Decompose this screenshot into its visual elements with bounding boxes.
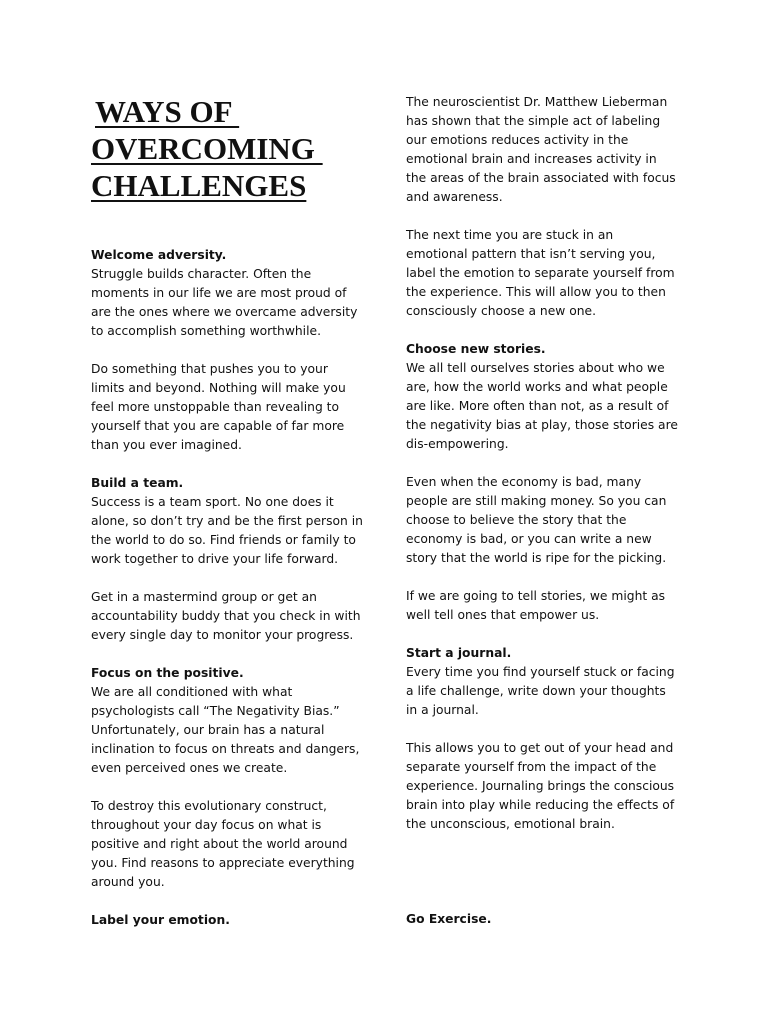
paragraph: Do something that pushes you to your limits and beyond. Nothing will make you feel more unstoppable than revealing to yourself that you are capable of far more than you ever imagined.	[91, 362, 346, 452]
title-line-1: WAYS OF	[95, 94, 240, 129]
paragraph: Even when the economy is bad, many people are still making money. So you can choose to believe the story that the economy is bad, or you can write a new story that the world is ripe for the picking.	[406, 475, 667, 565]
heading-start-a-journal: Start a journal.	[406, 646, 512, 660]
heading-go-exercise: Go Exercise.	[406, 912, 492, 926]
paragraph: The neuroscientist Dr. Matthew Lieberman has shown that the simple act of labeling our emotions reduces activity in the emotional brain and increases activity in the areas of the brain associated with focus and awareness.	[406, 95, 676, 204]
title-line-3: CHALLENGES	[91, 168, 307, 203]
paragraph: Success is a team sport. No one does it alone, so don’t try and be the first person in the world to do so. Find friends or family to work together to drive your life forward.	[91, 495, 363, 566]
heading-build-a-team: Build a team.	[91, 476, 184, 490]
heading-choose-new-stories: Choose new stories.	[406, 342, 546, 356]
paragraph: We are all conditioned with what psychologists call “The Negativity Bias.” Unfortunately, our brain has a natural inclination to focus on threats and dangers, even perceived ones we create.	[91, 685, 360, 775]
title-line-2: OVERCOMING	[91, 131, 323, 166]
paragraph: This allows you to get out of your head and separate yourself from the impact of the experience. Journaling brings the conscious brain into play while reducing the effects of the unconscious, emotional brain.	[406, 741, 675, 831]
paragraph: Struggle builds character. Often the moments in our life we are most proud of are the ones where we overcame adversity to accomplish something worthwhile.	[91, 267, 358, 338]
paragraph: We all tell ourselves stories about who we are, how the world works and what people are like. More often than not, as a result of the negativity bias at play, those stories are dis-empowering.	[406, 361, 678, 451]
paragraph: If we are going to tell stories, we might as well tell ones that empower us.	[406, 589, 666, 622]
paragraph: Get in a mastermind group or get an accountability buddy that you check in with every single day to monitor your progress.	[91, 590, 361, 642]
paragraph: The next time you are stuck in an emotional pattern that isn’t serving you, label the emotion to separate yourself from the experience. This will allow you to then consciously choose a new one.	[406, 228, 675, 318]
heading-label-your-emotion: Label your emotion.	[91, 913, 230, 927]
paragraph: Every time you find yourself stuck or facing a life challenge, write down your thoughts in a journal.	[406, 665, 675, 717]
heading-focus-on-the-positive: Focus on the positive.	[91, 666, 244, 680]
heading-welcome-adversity: Welcome adversity.	[91, 248, 227, 262]
page-title	[91, 93, 363, 204]
paragraph: To destroy this evolutionary construct, throughout your day focus on what is positive and right about the world around you. Find reasons to appreciate everything around you.	[91, 799, 355, 889]
